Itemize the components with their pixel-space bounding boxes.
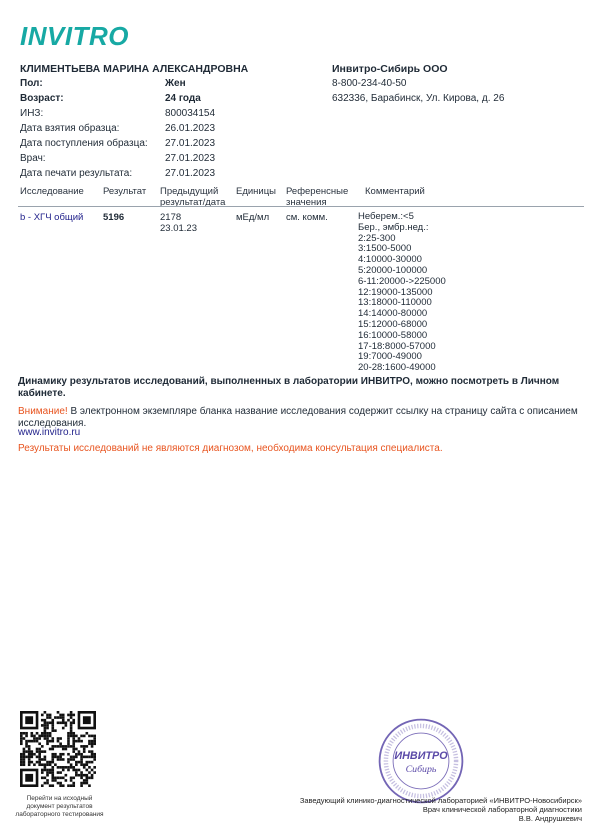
- signature-line3: В.В. Андрушкевич: [518, 814, 582, 823]
- comment-line: 17-18:8000-57000: [358, 340, 436, 352]
- attention-label: Внимание!: [18, 406, 68, 417]
- qr-code[interactable]: [20, 711, 96, 787]
- column-header-comment: Комментарий: [365, 186, 425, 197]
- receipt-date-value: 27.01.2023: [165, 138, 216, 149]
- doctor-label: Врач:: [20, 153, 46, 164]
- test-name-link[interactable]: b - ХГЧ общий: [20, 212, 84, 223]
- comment-line: 14:14000-80000: [358, 308, 428, 320]
- org-address: 632336, Барабинск, Ул. Кирова, д. 26: [332, 93, 505, 104]
- signature-line1: Заведующий клинико-диагностической лабораторией «ИНВИТРО-Новосибирск»: [299, 796, 582, 805]
- comment-line: 2:25-300: [358, 232, 396, 244]
- site-link[interactable]: www.invitro.ru: [18, 427, 81, 438]
- age-value: 24 года: [165, 93, 201, 104]
- test-comment-list: [358, 212, 446, 374]
- sex-value: Жен: [165, 78, 186, 89]
- comment-line: 19:7000-49000: [358, 351, 422, 363]
- comment-line: 5:20000-100000: [358, 264, 428, 276]
- comment-line: 16:10000-58000: [358, 329, 428, 341]
- column-header-units: Единицы: [236, 186, 277, 197]
- comment-line: 20-28:1600-49000: [358, 362, 436, 374]
- column-header-reference-line1: Референсные: [286, 186, 349, 197]
- stamp-line1: ИНВИТРО: [394, 750, 448, 763]
- previous-result: [160, 212, 197, 234]
- inz-value: 800034154: [165, 108, 216, 119]
- attention-text: В электронном экземпляре бланка название исследования содержит ссылку на страницу сайта с описанием исследования.: [18, 406, 578, 429]
- org-name: Инвитро-Сибирь ООО: [332, 63, 448, 75]
- stamp-line2: Сибирь: [405, 763, 437, 775]
- invitro-logo: INVITRO: [20, 21, 129, 51]
- comment-line: Бер., эмбр.нед.:: [358, 221, 429, 233]
- previous-result-date: 23.01.23: [160, 223, 197, 234]
- column-header-reference: [286, 186, 348, 208]
- column-header-reference-line2: значения: [286, 197, 327, 208]
- print-date-label: Дата печати результата:: [20, 168, 133, 179]
- attention-note: [18, 406, 584, 430]
- cabinet-notice: Динамику результатов исследований, выполненных в лаборатории ИНВИТРО, можно посмотреть в Личном кабинете.: [18, 376, 560, 399]
- column-header-result: Результат: [103, 186, 147, 197]
- comment-line: 3:1500-5000: [358, 243, 412, 255]
- receipt-date-label: Дата поступления образца:: [20, 138, 148, 149]
- comment-line: 4:10000-30000: [358, 254, 422, 266]
- disclaimer-text: Результаты исследований не являются диагнозом, необходима консультация специалиста.: [18, 443, 443, 454]
- comment-line: 6-11:20000->225000: [358, 275, 446, 287]
- print-date-value: 27.01.2023: [165, 168, 216, 179]
- column-header-previous-line2: результат/дата: [160, 197, 226, 208]
- qr-caption: Перейти на исходный документ результатов лабораторного тестирования: [15, 795, 104, 818]
- age-label: Возраст:: [20, 93, 64, 104]
- test-result: 5196: [103, 212, 125, 223]
- test-units: мЕд/мл: [236, 212, 270, 223]
- column-header-previous-line1: Предыдущий: [160, 186, 219, 197]
- sample-date-label: Дата взятия образца:: [20, 123, 120, 134]
- lab-stamp: [376, 716, 466, 806]
- comment-line: Неберем.:<5: [358, 211, 414, 222]
- test-reference: см. комм.: [286, 212, 328, 223]
- comment-line: 13:18000-110000: [358, 297, 432, 309]
- comment-line: 15:12000-68000: [358, 318, 428, 330]
- signature-line2: Врач клинической лабораторной диагностики: [422, 805, 582, 814]
- sex-label: Пол:: [20, 78, 43, 89]
- column-header-previous: [160, 186, 225, 208]
- signature-block: [250, 796, 582, 823]
- doctor-value: 27.01.2023: [165, 153, 216, 164]
- column-header-test: Исследование: [20, 186, 84, 197]
- sample-date-value: 26.01.2023: [165, 123, 216, 134]
- org-phone: 8-800-234-40-50: [332, 78, 407, 89]
- previous-result-value: 2178: [160, 212, 182, 223]
- comment-line: 12:19000-135000: [358, 286, 433, 298]
- patient-name: КЛИМЕНТЬЕВА МАРИНА АЛЕКСАНДРОВНА: [20, 63, 249, 75]
- inz-label: ИНЗ:: [20, 108, 44, 119]
- table-header-divider: [18, 206, 584, 207]
